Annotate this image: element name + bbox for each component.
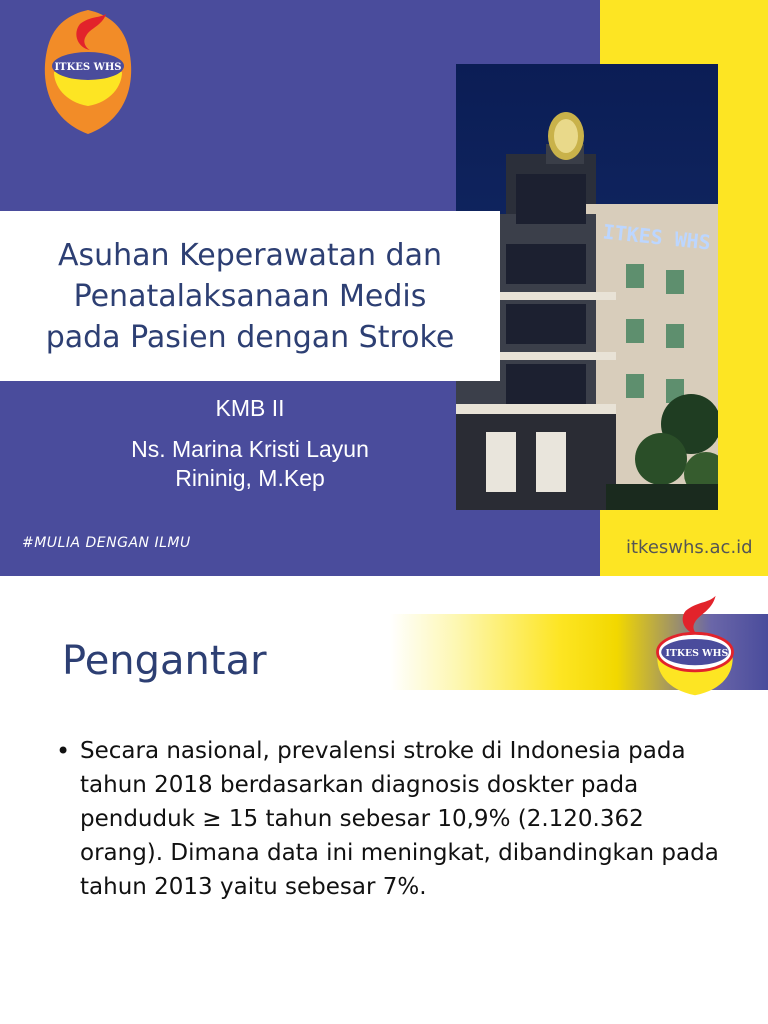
website-link[interactable]: itkeswhs.ac.id xyxy=(626,537,753,558)
title-box xyxy=(0,211,500,381)
content-slide xyxy=(0,578,768,1024)
bullet-icon: • xyxy=(56,737,71,765)
bullet-text: Secara nasional, prevalensi stroke di Indonesia pada tahun 2018 berdasarkan diagnosis doskter pada penduduk ≥ 15 tahun sebesar 10,9% (2.120.362 orang). Dimana data ini meningkat, dibandingkan pada tahun 2013 yaitu sebesar 7%. xyxy=(80,738,719,900)
itkes-logo xyxy=(650,592,740,714)
author-name: Ns. Marina Kristi Layun Rininig, M.Kep xyxy=(131,436,369,491)
subtitle-block xyxy=(40,394,460,493)
slide-heading: Pengantar xyxy=(62,638,267,684)
tagline: #MULIA DENGAN ILMU xyxy=(22,535,191,551)
logo-text: ITKES WHS xyxy=(54,62,122,73)
itkes-logo xyxy=(40,6,136,136)
list-item xyxy=(56,734,726,904)
presentation-title: Asuhan Keperawatan dan Penatalaksanaan Medis pada Pasien dengan Stroke xyxy=(45,237,455,355)
course-name: KMB II xyxy=(215,395,285,421)
logo-text: ITKES WHS xyxy=(665,647,729,659)
building-sign-text: ITKES WHS xyxy=(601,219,712,255)
bullet-list xyxy=(56,734,726,904)
